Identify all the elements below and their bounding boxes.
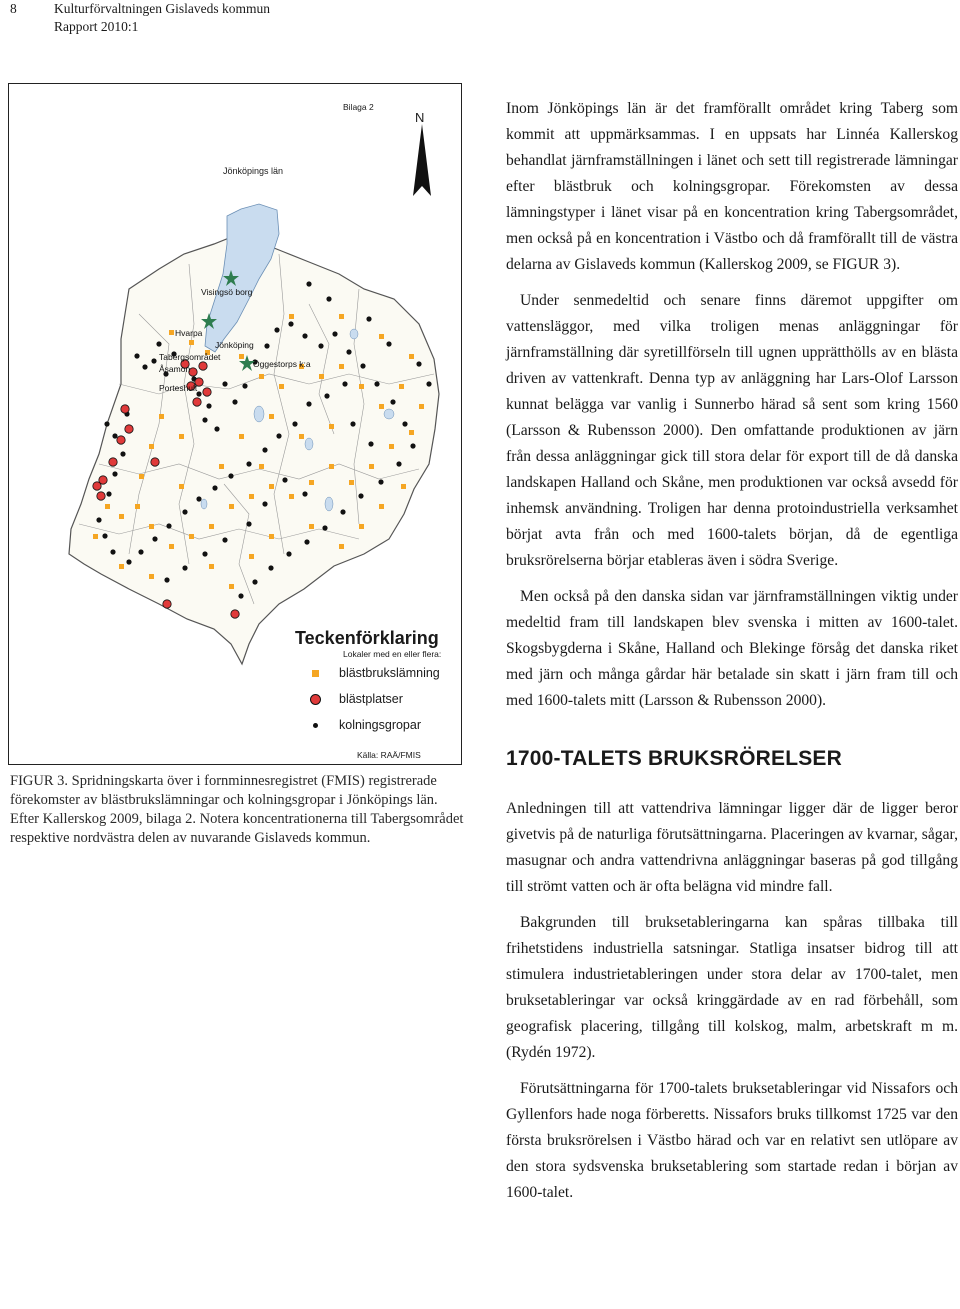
county-outline (69, 234, 442, 664)
paragraph: Inom Jönköpings län är det framförallt området kring Taberg som kommit att uppmärksammas. I en uppsats har Linnéa Kallerskog behandlat järnframställningen i länet och sett till registrerade lämningar efter blästbruk och kolningsgropar. Förekomsten av dessa lämningstyper i länet visar på en koncentration kring Tabergsområdet, men också på en koncentration i Västbo och då framförallt till de västra delarna av Gislaveds kommun (Kallerskog 2009, se FIGUR 3). (506, 100, 958, 273)
paragraph: Anledningen till att vattendriva lämningar ligger där de ligger beror givetvis på de naturliga förutsättningarna. Placeringen av kvarnar, sågar, masugnar och andra vattendrivna anläggningar baseras på god tillgång till strömt vatten och är ofta belägna vid mindre fall. (506, 800, 958, 895)
legend-item-blastplatser (305, 692, 403, 706)
figure-caption-text: Spridningskarta över i fornminnesregistret (FMIS) registrerade förekomster av blästbrukslämningar och kolningsgropar i Jönköpings län. Efter Kallerskog 2009, bilaga 2. Notera koncentrationerna till Tabergsområdet respektive nordvästra delen av nuvarande Gislaveds kommun. (10, 773, 464, 846)
report-id: Rapport 2010:1 (54, 19, 139, 34)
place-porteshult: Porteshult (159, 383, 198, 393)
north-arrow-icon (413, 124, 431, 196)
black-dot-icon (305, 723, 325, 728)
legend-label: blästbrukslämning (339, 666, 440, 680)
place-taberg: Tabergsområdet (159, 352, 221, 362)
red-circle-icon (305, 694, 325, 705)
appendix-label: Bilaga 2 (343, 102, 374, 112)
paragraph: Bakgrunden till bruksetableringarna kan spåras tillbaka till frihetstidens industriella satsningar. Statliga insatser bidrog till att stimulera industrietableringen under stora delar av 1700-talet, men bruksetableringar var också kringgärdade av en rad förbehåll, som geografisk placering, tillgång till kolskog, malm, arbetskraft m m. (Rydén 1972). (506, 914, 958, 1061)
paragraph: Förutsättningarna för 1700-talets bruksetableringar vid Nissafors och Gyllenfors hade noga förberetts. Nissafors bruks tillkomst 1725 var den första bruksrörelsen i Västbo härad och var en relativt sen utlöpare av den stora sydsvenska bruksetablering som startade redan i början av 1600-talet. (506, 1080, 958, 1201)
distribution-map (8, 83, 462, 765)
section-heading: 1700-TALETS BRUKSRÖRELSER (506, 747, 842, 770)
place-hvarpa: Hvarpa (175, 328, 203, 338)
page-number: 8 (10, 1, 17, 16)
place-visingso: Visingsö borg (201, 287, 253, 297)
figure-caption (10, 772, 465, 848)
place-jonkoping: Jönköping (215, 340, 254, 350)
legend-title: Teckenförklaring (295, 628, 439, 648)
paragraph: Men också på den danska sidan var järnframställningen viktig under medeltid fram till landskapen blev svenska i mitten av 1600-talet. Skogsbygderna i Skåne, Halland och Blekinge försåg det danska riket med järn och många gårdar här betalade sin skatt i järn fram till och med 1600-talets mitt (Larsson & Rubensson 2000). (506, 588, 958, 709)
county-label: Jönköpings län (223, 166, 284, 176)
publisher: Kulturförvaltningen Gislaveds kommun (54, 1, 270, 16)
place-asamon: Åsamon (159, 364, 191, 374)
map-source: Källa: RAÄ/FMIS (357, 750, 421, 760)
legend-label: blästplatser (339, 692, 403, 706)
legend-label: kolningsgropar (339, 718, 421, 732)
paragraph: Under senmedeltid och senare finns däremot uppgifter om vattensläggor, med vilka troligen menas anläggningar för järnframställning där syretillförseln till ugnen upprätthölls av en blästa driven av vattenkraft. Denna typ av anläggning har Lars-Olof Larsson kunnat belägga var vanlig i Sunnerbo härad så sent som kring 1560 (Larsson & Rubensson 2000). Den omfattande produktionen av järn från dessa anläggningar gick till stora delar för export till de då danska landskapen Halland och Skåne, men produktionen var också avsedd för inhemsk användning. Troligen har denna protoindustriella verksamhet börjat avta från och med 1600-talets början, då de egentliga bruksrörelserna börjar etableras även i södra Sverige. (506, 292, 958, 569)
legend-item-blastbruk (305, 666, 440, 680)
orange-square-icon (305, 670, 325, 677)
map-graphic (9, 84, 461, 764)
north-label: N (415, 110, 425, 125)
main-text-column (506, 96, 958, 1216)
legend-subtitle: Lokaler med en eller flera: (343, 649, 442, 659)
figure-label: FIGUR 3. (10, 773, 69, 789)
page-header (10, 0, 270, 36)
place-oggestorp: Öggestorps k:a (253, 359, 311, 369)
legend-item-kolningsgropar (305, 718, 421, 732)
